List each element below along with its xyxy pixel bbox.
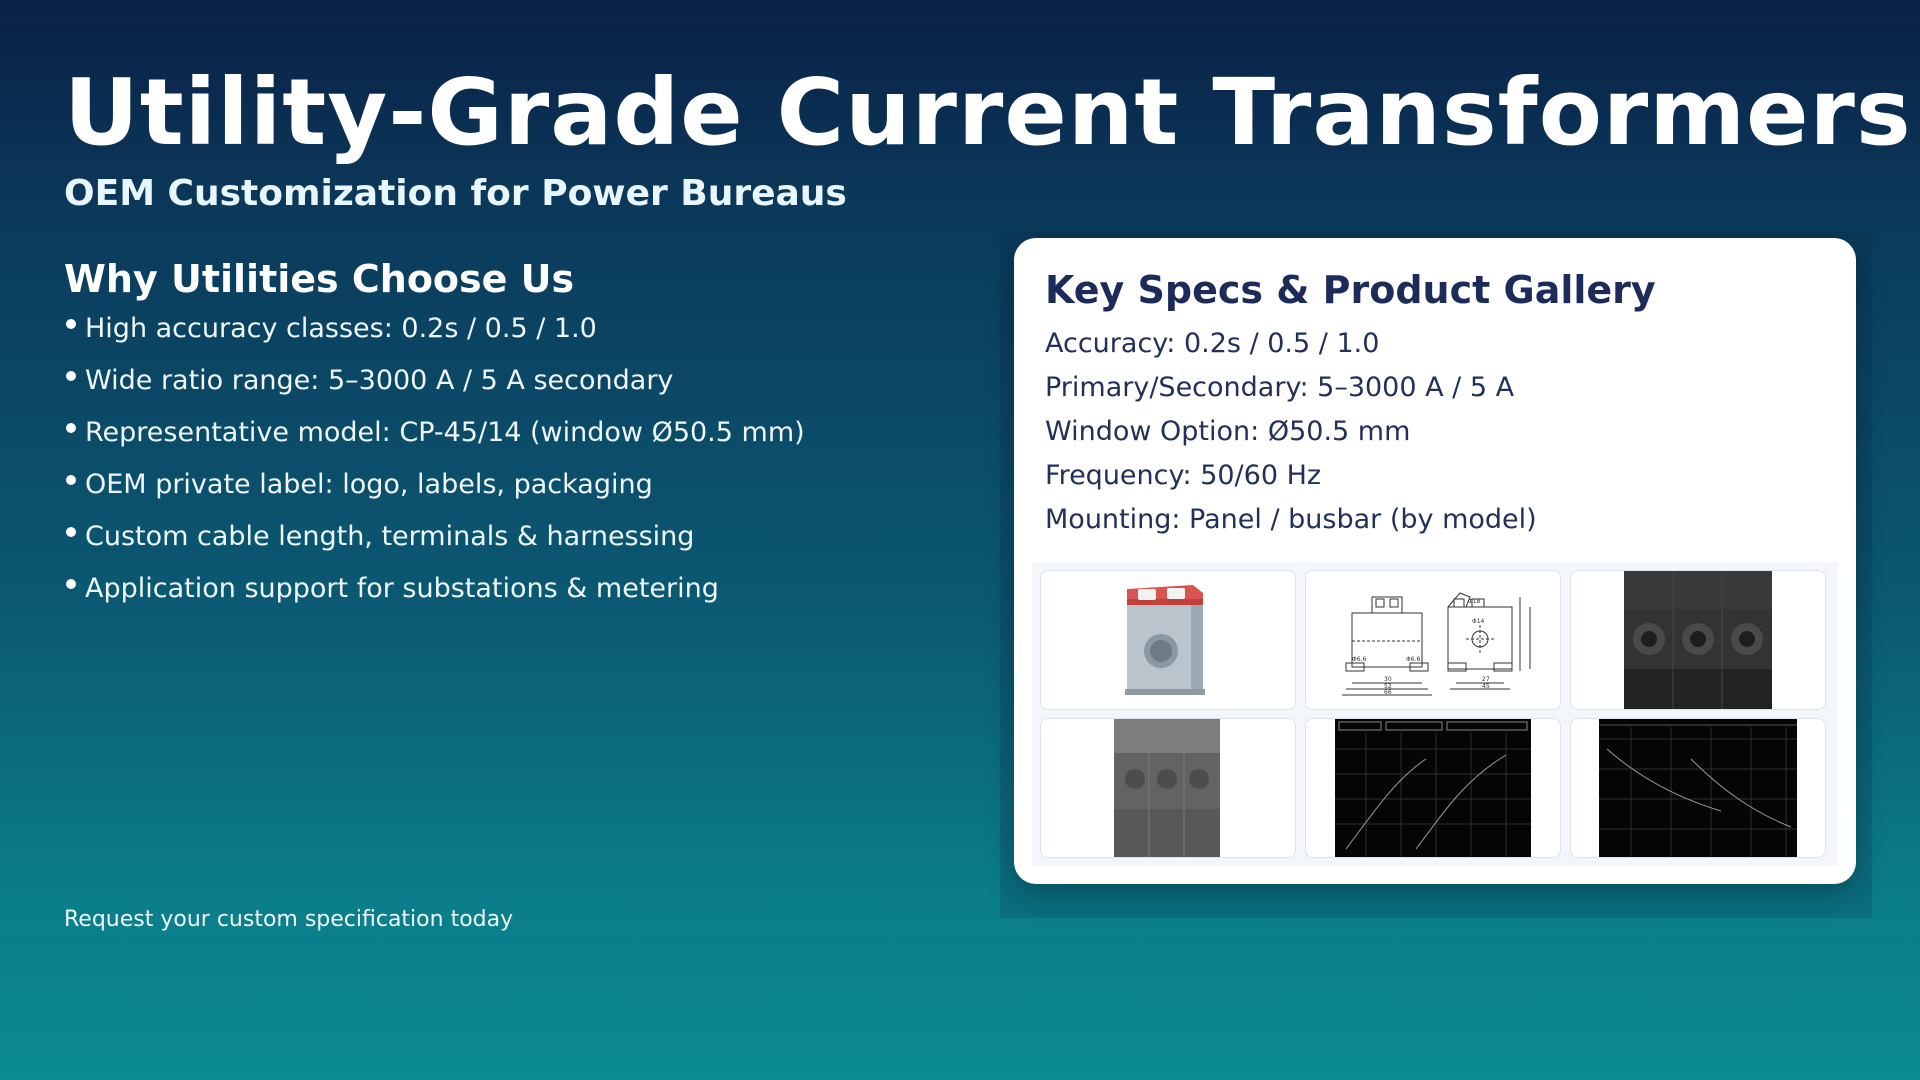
benefit-text: OEM private label: logo, labels, packaging [85,469,653,500]
svg-text:Φ6.6: Φ6.6 [1406,656,1421,663]
page-subtitle: OEM Customization for Power Bureaus [64,173,847,214]
specs-card [1014,238,1856,884]
bullet-dot-icon [66,527,76,537]
specs-list [1045,322,1537,542]
benefit-text: Representative model: CP-45/14 (window Ø50.5 mm) [85,417,805,448]
benefit-item [64,411,805,463]
gallery-image-curve-plot[interactable] [1305,718,1561,858]
svg-text:Φ18: Φ18 [1468,598,1481,605]
spec-item: Frequency: 50/60 Hz [1045,460,1322,491]
benefit-text: High accuracy classes: 0.2s / 0.5 / 1.0 [85,313,597,344]
product-gallery [1032,562,1838,866]
bullet-dot-icon [66,319,76,329]
dimension-drawing-diagram [1306,571,1560,709]
gallery-image-product-photo-grayscale[interactable] [1040,718,1296,858]
svg-text:Φ6.6: Φ6.6 [1352,656,1367,663]
svg-text:Φ14: Φ14 [1472,618,1485,625]
gallery-image-dimension-drawing[interactable] [1305,570,1561,710]
svg-text:52: 52 [1384,683,1392,690]
svg-text:66: 66 [1384,689,1392,696]
gallery-image-product-photo-grayscale[interactable] [1570,570,1826,710]
spec-item: Mounting: Panel / busbar (by model) [1045,504,1537,535]
benefit-text: Custom cable length, terminals & harnessing [85,521,695,552]
benefit-item [64,359,805,411]
grayscale-product-photo [1041,719,1295,857]
dark-curve-plot [1571,719,1825,857]
bullet-dot-icon [66,423,76,433]
benefit-item [64,515,805,567]
benefit-item [64,307,805,359]
bullet-dot-icon [66,475,76,485]
grayscale-product-photo [1571,571,1825,709]
call-to-action: Request your custom specification today [64,907,514,932]
benefit-text: Wide ratio range: 5–3000 A / 5 A secondary [85,365,674,396]
dark-curve-plot [1306,719,1560,857]
spec-item: Primary/Secondary: 5–3000 A / 5 A [1045,372,1515,403]
spec-item: Accuracy: 0.2s / 0.5 / 1.0 [1045,328,1380,359]
svg-text:27: 27 [1482,676,1490,683]
gallery-image-product-photo[interactable] [1040,570,1296,710]
benefits-list [64,307,805,619]
current-transformer-photo [1041,571,1295,709]
svg-text:30: 30 [1384,676,1392,683]
page-title: Utility-Grade Current Transformers [64,59,1912,166]
gallery-image-curve-plot[interactable] [1570,718,1826,858]
benefit-text: Application support for substations & metering [85,573,719,604]
benefit-item [64,567,805,619]
spec-item: Window Option: Ø50.5 mm [1045,416,1411,447]
svg-text:45: 45 [1482,683,1490,690]
card-title: Key Specs & Product Gallery [1045,268,1656,312]
benefit-item [64,463,805,515]
benefits-heading: Why Utilities Choose Us [64,257,575,301]
bullet-dot-icon [66,371,76,381]
bullet-dot-icon [66,579,76,589]
